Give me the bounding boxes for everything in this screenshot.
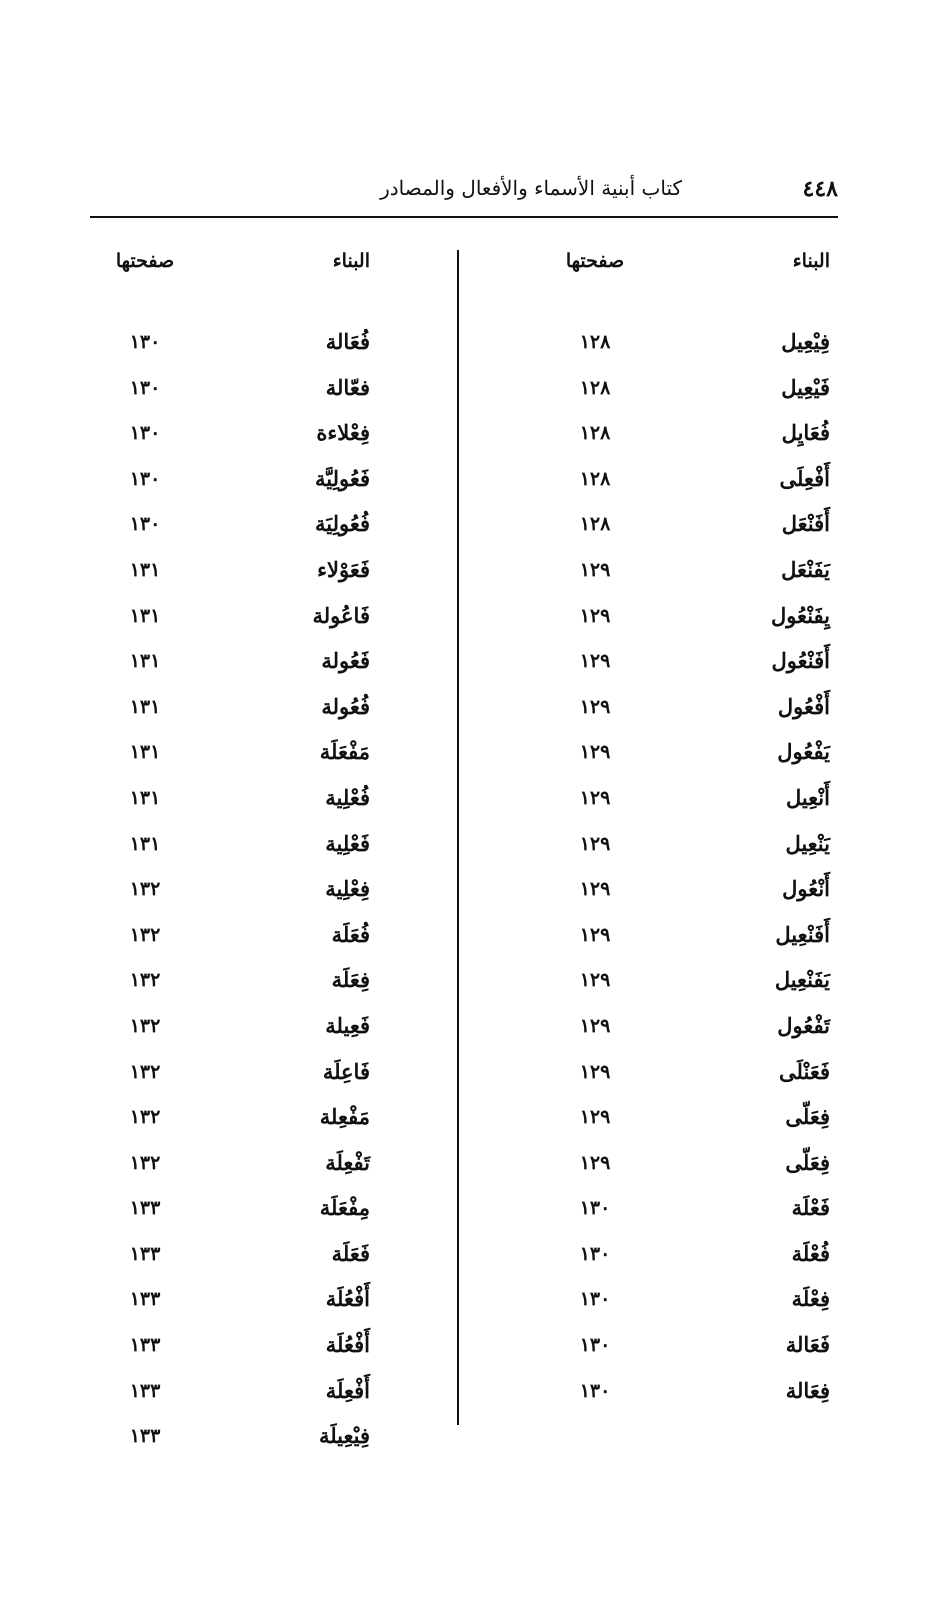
table-row [470, 553, 840, 599]
pattern-cell: أَنْعُول [782, 876, 830, 902]
table-row [90, 872, 460, 918]
page-cell: ١٣٢ [129, 923, 161, 946]
page-cell: ١٢٩ [579, 695, 611, 718]
table-row [90, 1328, 460, 1374]
table-row [470, 1055, 840, 1101]
left-table-rows [90, 325, 460, 1465]
table-row [470, 781, 840, 827]
table-row [470, 1146, 840, 1192]
table-row [470, 416, 840, 462]
pattern-cell: فَاعِلَة [322, 1058, 370, 1084]
page-cell: ١٢٩ [579, 604, 611, 627]
pattern-cell: فُعُولِيَة [314, 511, 370, 537]
page-cell: ١٣٢ [129, 1106, 161, 1129]
pattern-cell: تَفْعُول [777, 1012, 830, 1038]
page-cell: ١٣٠ [129, 467, 161, 490]
table-row [90, 963, 460, 1009]
pattern-cell: أَفْعُلَة [325, 1286, 370, 1312]
table-row [90, 735, 460, 781]
page-cell: ١٢٩ [579, 1151, 611, 1174]
form-column-header: البناء [332, 250, 370, 272]
page-number: ٤٤٨ [802, 176, 838, 202]
pattern-cell: أَنْعِيل [785, 784, 830, 810]
table-row [470, 1191, 840, 1237]
table-row [470, 1100, 840, 1146]
page-cell: ١٢٩ [579, 832, 611, 855]
pattern-cell: أَفْعُلَة [325, 1332, 370, 1358]
table-row [470, 872, 840, 918]
pattern-cell: أَفْعِلَى [779, 465, 830, 491]
pattern-cell: فَعَوْلاء [317, 556, 370, 582]
pattern-cell: فِعْلَة [791, 1286, 830, 1312]
page-cell: ١٣٠ [579, 1288, 611, 1311]
table-row [470, 1009, 840, 1055]
table-row [470, 371, 840, 417]
pattern-cell: فِعْلاءة [316, 420, 370, 446]
page-cell: ١٣٣ [129, 1334, 161, 1357]
pattern-cell: مَفْعَلَة [319, 739, 370, 765]
pattern-cell: فُعَالة [325, 329, 370, 354]
table-row [470, 1328, 840, 1374]
pattern-cell: فِعَلّى [785, 1104, 830, 1130]
page-cell: ١٢٩ [579, 923, 611, 946]
pattern-cell: فِعْلِية [325, 876, 370, 902]
page-cell: ١٢٩ [579, 1106, 611, 1129]
pattern-cell: مِفْعَلَة [319, 1195, 370, 1221]
page-cell: ١٢٨ [579, 331, 611, 353]
pattern-cell: فُعَلَة [331, 921, 370, 947]
table-row [90, 553, 460, 599]
page-cell: ١٢٩ [579, 558, 611, 581]
table-row [470, 644, 840, 690]
pattern-cell: تَفْعِلَة [325, 1149, 370, 1175]
table-row [90, 1009, 460, 1055]
table-row [90, 644, 460, 690]
table-row [90, 1146, 460, 1192]
pattern-cell: أَفْعِلَة [325, 1377, 370, 1403]
right-table [470, 250, 840, 1430]
right-table-rows [470, 325, 840, 1419]
table-row [470, 462, 840, 508]
table-row [470, 735, 840, 781]
page-cell: ١٢٩ [579, 878, 611, 901]
table-row [90, 371, 460, 417]
page-header [90, 170, 838, 210]
pattern-cell: فَعْلِية [325, 830, 370, 856]
pattern-cell: فَعَالة [785, 1332, 830, 1358]
page-cell: ١٣١ [129, 786, 161, 809]
pattern-cell: أَفَنْعِيل [775, 921, 830, 947]
pattern-cell: فَعَلَة [331, 1240, 370, 1266]
pattern-cell: فُعُولة [321, 693, 370, 719]
table-row [470, 963, 840, 1009]
page-cell: ١٣٢ [129, 1014, 161, 1037]
pattern-cell: أَفْعُول [777, 693, 830, 719]
table-row [470, 1237, 840, 1283]
table-row [90, 1374, 460, 1420]
page-cell: ١٣٠ [579, 1242, 611, 1265]
page-cell: ١٢٩ [579, 1014, 611, 1037]
table-row [470, 918, 840, 964]
page-cell: ١٣١ [129, 741, 161, 764]
page-cell: ١٢٩ [579, 786, 611, 809]
pattern-cell: فعّالة [325, 374, 370, 400]
page-cell: ١٢٩ [579, 1060, 611, 1083]
pattern-cell: فِعَلّى [785, 1149, 830, 1175]
pattern-cell: فَعُولة [321, 648, 370, 674]
page-cell: ١٢٩ [579, 741, 611, 764]
page-cell: ١٢٨ [579, 513, 611, 536]
pattern-cell: يِفَنْعُول [770, 602, 830, 628]
form-column-header: البناء [792, 250, 830, 272]
header-rule [90, 216, 838, 218]
page-cell: ١٣٣ [129, 1379, 161, 1402]
pattern-cell: فَعُولِيَّة [314, 465, 370, 491]
page-column-header: صفحتها [565, 250, 625, 272]
page-cell: ١٣١ [129, 558, 161, 581]
table-row [470, 827, 840, 873]
page-cell: ١٣٣ [129, 1425, 161, 1448]
pattern-cell: مَفْعِلة [319, 1104, 370, 1130]
page-cell: ١٣٢ [129, 1151, 161, 1174]
pattern-cell: فَعْلَة [791, 1195, 830, 1221]
page-cell: ١٣٠ [129, 513, 161, 536]
pattern-cell: فُعْلَة [791, 1240, 830, 1266]
table-row [470, 507, 840, 553]
table-row [90, 918, 460, 964]
page-cell: ١٣٠ [579, 1197, 611, 1220]
table-row [90, 1100, 460, 1146]
page-cell: ١٣٠ [129, 331, 161, 353]
page-cell: ١٣١ [129, 832, 161, 855]
table-row [470, 599, 840, 645]
running-title: كتاب أبنية الأسماء والأفعال والمصادر [380, 176, 682, 200]
page-cell: ١٣٢ [129, 969, 161, 992]
page-cell: ١٢٨ [579, 422, 611, 445]
table-row [90, 690, 460, 736]
pattern-cell: فِعَلَة [331, 967, 370, 993]
page-cell: ١٣٠ [129, 422, 161, 445]
page-cell: ١٣٠ [129, 376, 161, 399]
page-cell: ١٣٠ [579, 1379, 611, 1402]
pattern-cell: يَفَنْعَل [781, 556, 830, 582]
pattern-cell: أَفَنْعَل [781, 511, 830, 537]
pattern-cell: فَيْعِيل [781, 374, 830, 400]
page-cell: ١٣١ [129, 650, 161, 673]
table-row [90, 1237, 460, 1283]
page-column-header: صفحتها [115, 250, 175, 272]
pattern-cell: فِيْعِيل [781, 329, 830, 354]
pattern-cell: فَعِيلة [325, 1012, 370, 1038]
table-row [90, 599, 460, 645]
page-cell: ١٣٣ [129, 1197, 161, 1220]
page-cell: ١٣١ [129, 604, 161, 627]
page-cell: ١٣١ [129, 695, 161, 718]
table-row [90, 1055, 460, 1101]
table-row [470, 690, 840, 736]
pattern-cell: فُعَايِل [781, 420, 830, 446]
pattern-cell: فَاعُولة [312, 602, 370, 628]
pattern-cell: أَفَنْعُول [771, 648, 830, 674]
pattern-cell: فَعَنْلَى [779, 1058, 830, 1084]
page-cell: ١٣٢ [129, 878, 161, 901]
table-row [90, 507, 460, 553]
pattern-cell: فِعَالة [785, 1377, 830, 1403]
left-table [90, 250, 460, 1449]
table-row [90, 1282, 460, 1328]
pattern-cell: فُعْلِية [325, 784, 370, 810]
table-row [470, 325, 840, 371]
page-cell: ١٢٨ [579, 467, 611, 490]
page-cell: ١٣٣ [129, 1242, 161, 1265]
table-row [90, 462, 460, 508]
page-cell: ١٢٨ [579, 376, 611, 399]
pattern-cell: فِيْعِيلَة [318, 1423, 370, 1449]
table-row [90, 1191, 460, 1237]
table-row [470, 1282, 840, 1328]
page-cell: ١٣٠ [579, 1334, 611, 1357]
page-cell: ١٣٢ [129, 1060, 161, 1083]
pattern-cell: يَفَنْعِيل [774, 967, 830, 993]
pattern-cell: يَفْعُول [777, 739, 830, 765]
page-cell: ١٢٩ [579, 969, 611, 992]
table-row [90, 827, 460, 873]
table-row [470, 1374, 840, 1420]
table-row [90, 416, 460, 462]
table-row [90, 781, 460, 827]
table-row [90, 1419, 460, 1465]
page-cell: ١٢٩ [579, 650, 611, 673]
page-cell: ١٣٣ [129, 1288, 161, 1311]
pattern-cell: يَنْعِيل [785, 830, 830, 856]
table-row [90, 325, 460, 371]
